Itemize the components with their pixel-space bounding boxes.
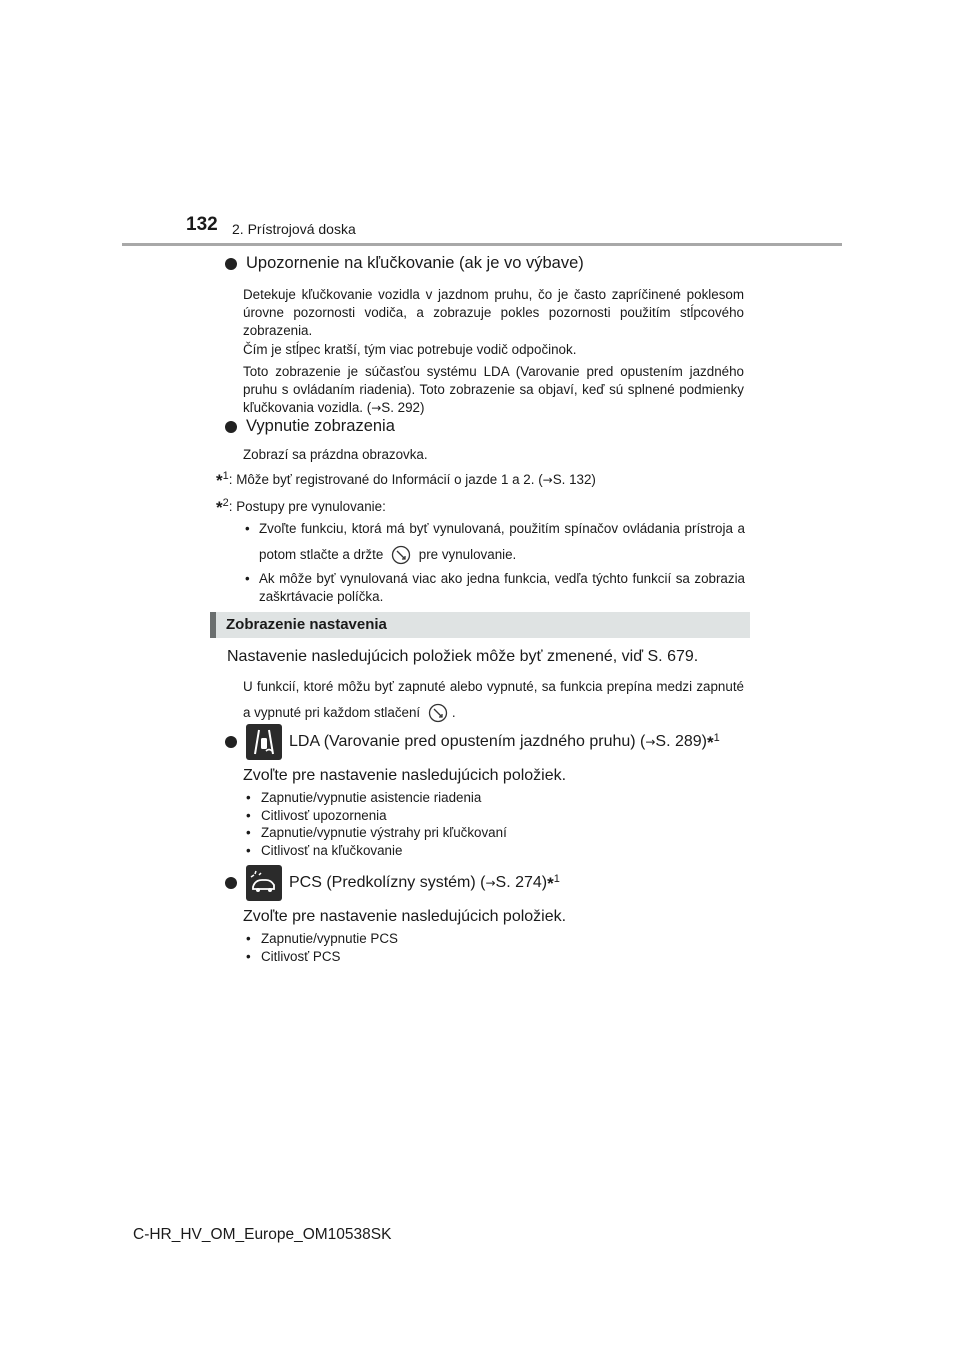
bullet-icon: • bbox=[246, 825, 251, 840]
bullet-icon: • bbox=[246, 790, 251, 805]
fatigue-paragraph-2: Čím je stĺpec kratší, tým viac potrebuje vodič odpočinok. bbox=[243, 342, 577, 357]
footnote-star: * bbox=[216, 471, 223, 490]
list-item bbox=[246, 789, 746, 807]
lda-heading bbox=[225, 724, 765, 760]
footnote-star: * bbox=[707, 732, 714, 752]
lda-ref[interactable]: S. 289) bbox=[655, 732, 708, 750]
pcs-list bbox=[246, 930, 746, 965]
settings-banner bbox=[210, 612, 750, 638]
list-item bbox=[246, 948, 746, 966]
lda-list bbox=[246, 789, 746, 859]
settings-toggle-text: U funkcií, ktoré môžu byť zapnuté alebo vypnuté, sa funkcia prepína medzi zapnuté a vypnuté pri každom stlačení bbox=[243, 679, 744, 720]
page-number: 132 bbox=[186, 214, 218, 235]
bullet-icon: • bbox=[245, 571, 250, 586]
settings-banner-label: Zobrazenie nastavenia bbox=[226, 616, 387, 633]
footnote-number: 2 bbox=[222, 497, 229, 509]
pcs-title: PCS (Predkolízny systém) ( bbox=[289, 873, 486, 891]
list-item bbox=[245, 520, 745, 568]
pcs-item-text: Zapnutie/vypnutie PCS bbox=[261, 931, 398, 946]
bullet-dot-icon bbox=[225, 258, 237, 270]
reset-step-1-text: Zvoľte funkciu, ktorá má byť vynulovaná, použitím spínačov ovládania prístroja a potom stlačte a držte bbox=[259, 521, 745, 562]
pcs-heading bbox=[225, 865, 765, 901]
bullet-icon: • bbox=[245, 521, 250, 536]
lda-icon bbox=[246, 724, 282, 760]
footnote-2 bbox=[216, 494, 756, 517]
footnote-number: 1 bbox=[713, 731, 720, 744]
footnote-1 bbox=[216, 467, 756, 490]
header-rule bbox=[122, 243, 842, 246]
fatigue-paragraph-3 bbox=[243, 363, 744, 417]
list-item bbox=[246, 930, 746, 948]
fatigue-heading bbox=[225, 254, 755, 273]
list-item bbox=[246, 842, 746, 860]
document-code: C-HR_HV_OM_Europe_OM10538SK bbox=[133, 1226, 392, 1243]
pcs-ref[interactable]: S. 274) bbox=[495, 873, 548, 891]
arrow-icon: → bbox=[485, 875, 496, 890]
fatigue-paragraph-1: Detekuje kľučkovanie vozidla v jazdnom pruhu, čo je často zapríčinené poklesom úrovne pozornosti vodiča, a zobrazuje pokles pozornosti použitím stĺpcového zobrazenia. bbox=[243, 287, 744, 338]
lda-item-text: Zapnutie/vypnutie asistencie riadenia bbox=[261, 790, 482, 805]
fatigue-p3-text: Toto zobrazenie je súčasťou systému LDA (Varovanie pred opustením jazdného pruhu s ovládaním riadenia). Toto zobrazenie sa objaví, keď sú splnené podmienky kľučkovania vozidla. ( bbox=[243, 364, 744, 415]
footnote-number: 1 bbox=[222, 470, 229, 482]
settings-toggle-tail: . bbox=[451, 705, 456, 720]
section-title: 2. Prístrojová doska bbox=[232, 221, 356, 237]
settings-intro: Nastavenie nasledujúcich položiek môže byť zmenené, viď S. 679. bbox=[227, 648, 699, 665]
fatigue-p3-ref[interactable]: S. 292) bbox=[381, 400, 425, 415]
lda-title: LDA (Varovanie pred opustením jazdného pruhu) ( bbox=[289, 732, 646, 750]
arrow-icon: → bbox=[645, 734, 656, 749]
bullet-icon: • bbox=[246, 807, 251, 823]
settings-toggle-paragraph bbox=[243, 674, 744, 726]
pcs-item-text: Citlivosť PCS bbox=[261, 948, 341, 964]
bullet-icon: • bbox=[246, 842, 251, 858]
off-title: Vypnutie zobrazenia bbox=[246, 417, 395, 435]
pcs-intro: Zvoľte pre nastavenie nasledujúcich položiek. bbox=[243, 908, 567, 925]
reset-step-1-tail: pre vynulovanie. bbox=[418, 547, 517, 562]
footnote-1-text: : Môže byť registrované do Informácií o jazde 1 a 2. ( bbox=[228, 472, 543, 487]
arrow-icon: → bbox=[371, 401, 382, 415]
lda-item-text: Zapnutie/vypnutie výstrahy pri kľučkovaní bbox=[261, 825, 507, 840]
list-item bbox=[246, 824, 746, 842]
bullet-dot-icon bbox=[225, 877, 237, 889]
list-item bbox=[245, 570, 745, 606]
off-paragraph: Zobrazí sa prázdna obrazovka. bbox=[243, 447, 428, 462]
lda-item-text: Citlivosť upozornenia bbox=[261, 807, 387, 823]
bullet-icon: • bbox=[246, 931, 251, 946]
display-button-icon bbox=[428, 703, 448, 723]
list-item bbox=[246, 807, 746, 825]
footnote-number: 1 bbox=[553, 872, 560, 885]
footnote-2-text: : Postupy pre vynulovanie: bbox=[228, 499, 386, 514]
lda-intro: Zvoľte pre nastavenie nasledujúcich položiek. bbox=[243, 767, 567, 784]
lda-item-text: Citlivosť na kľučkovanie bbox=[261, 842, 403, 858]
bullet-icon: • bbox=[246, 948, 251, 964]
footnote-star: * bbox=[216, 498, 223, 517]
display-button-icon bbox=[391, 545, 411, 565]
bullet-dot-icon bbox=[225, 736, 237, 748]
bullet-dot-icon bbox=[225, 421, 237, 433]
reset-steps bbox=[245, 520, 745, 606]
off-heading bbox=[225, 417, 755, 436]
footnote-1-ref[interactable]: S. 132) bbox=[552, 472, 596, 487]
pcs-icon bbox=[246, 865, 282, 901]
reset-step-2-text: Ak môže byť vynulovaná viac ako jedna funkcia, vedľa týchto funkcií sa zobrazia zaškrtávacie políčka. bbox=[259, 571, 745, 604]
fatigue-title: Upozornenie na kľučkovanie (ak je vo výbave) bbox=[246, 254, 584, 272]
arrow-icon: → bbox=[542, 473, 553, 487]
footnote-star: * bbox=[547, 873, 554, 893]
